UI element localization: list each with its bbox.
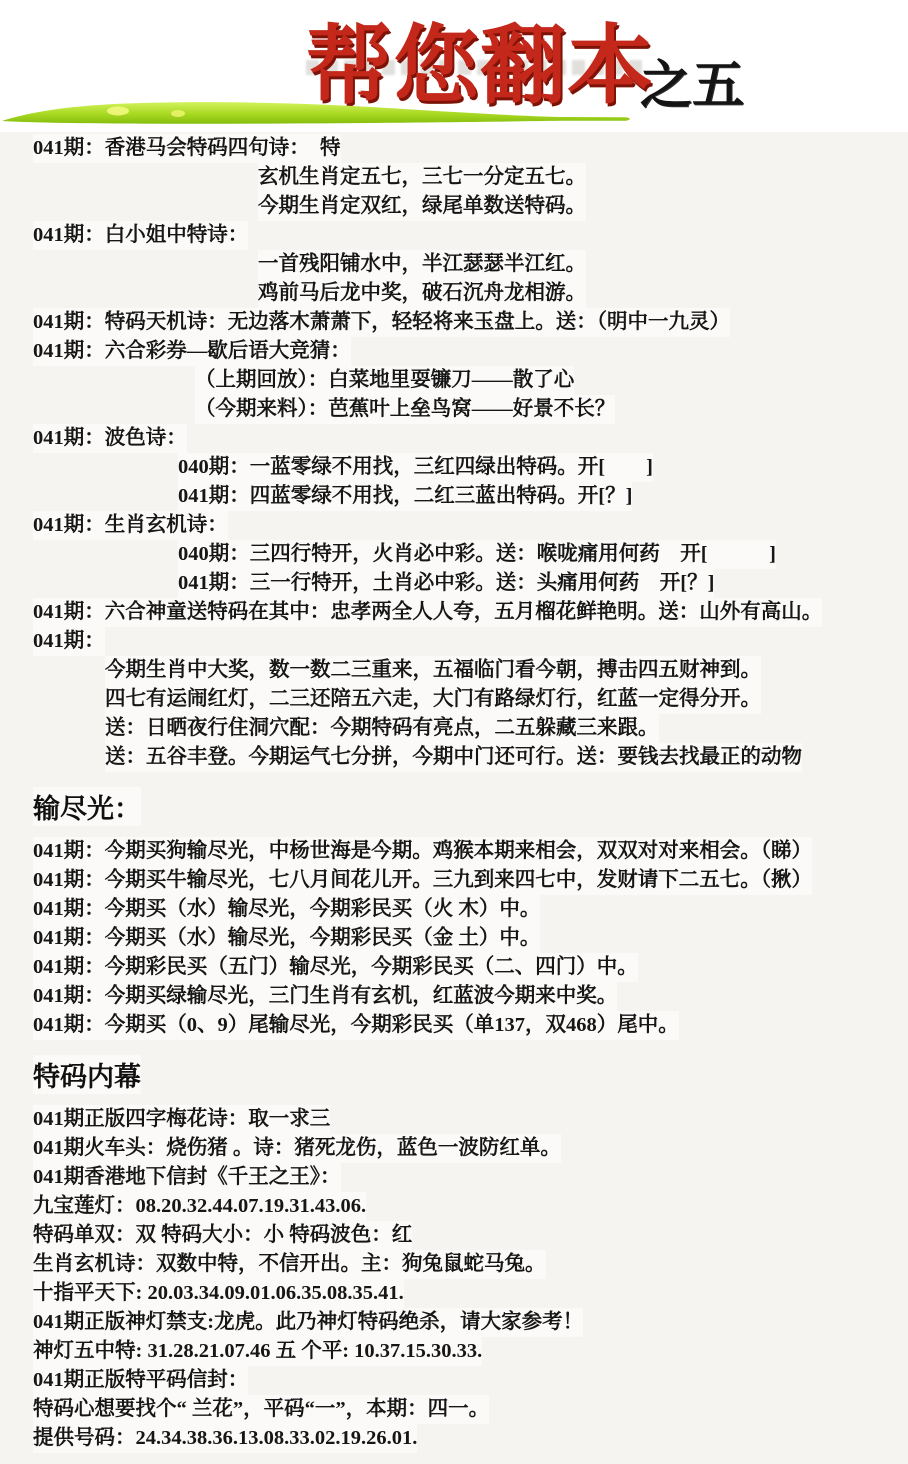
text-line: 041期：波色诗：: [33, 424, 187, 453]
text-line: 鸡前马后龙中奖，破石沉舟龙相游。: [258, 279, 586, 308]
page-header: [0, 0, 908, 132]
text-line: 今期生肖中大奖，数一数二三重来，五福临门看今朝，搏击四五财神到。: [105, 656, 761, 685]
text-line: 今期生肖定双红，绿尾单数送特码。: [258, 192, 586, 221]
text-line: 一首残阳铺水中，半江瑟瑟半江红。: [258, 250, 586, 279]
text-line: 041期：三一行特开，土肖必中彩。送：头痛用何药 开[？]: [178, 569, 714, 598]
text-line: 送：日晒夜行住洞穴配：今期特码有亮点，二五躲藏三来跟。: [105, 714, 659, 743]
text-line: 041期：今期买（0、9）尾输尽光，今期彩民买（单137，双468）尾中。: [33, 1011, 679, 1040]
text-line: 041期正版特平码信封：: [33, 1366, 248, 1395]
text-line: 提供号码：24.34.38.36.13.08.33.02.19.26.01.: [33, 1424, 417, 1453]
text-line: 041期：今期买狗输尽光，中杨世海是今期。鸡猴本期来相会，双双对对来相会。（睇）: [33, 837, 812, 866]
document-body: [33, 134, 883, 1453]
leaf-highlight-spot: [171, 110, 185, 117]
title-calligraphy: 帮您翻本: [306, 18, 654, 114]
text-line: 041期：今期买牛输尽光，七八月间花儿开。三九到来四七中，发财请下二五七。（揪）: [33, 866, 812, 895]
text-line: 041期：四蓝零绿不用找，二红三蓝出特码。开[？]: [178, 482, 632, 511]
text-line: 041期：今期买（水）输尽光，今期彩民买（金 土）中。: [33, 924, 540, 953]
text-line: 玄机生肖定五七，三七一分定五七。: [258, 163, 586, 192]
text-line: 送：五谷丰登。今期运气七分拼，今期中门还可行。送：要钱去找最正的动物: [105, 743, 802, 772]
text-line: 041期正版神灯禁支:龙虎。此乃神灯特码绝杀，请大家参考！: [33, 1308, 583, 1337]
text-line: 特码单双：双 特码大小：小 特码波色：红: [33, 1221, 412, 1250]
green-swoosh-banner: [0, 98, 645, 130]
text-line: 四七有运闹红灯，二三还陪五六走，大门有路绿灯行，红蓝一定得分开。: [105, 685, 761, 714]
leaf-highlight-spot: [107, 107, 129, 116]
text-line: 神灯五中特: 31.28.21.07.46 五 个平: 10.37.15.30.33.: [33, 1337, 482, 1366]
text-line: 041期：白小姐中特诗：: [33, 221, 248, 250]
title-suffix: 之五: [640, 58, 745, 115]
text-line: 040期：三四行特开，火肖必中彩。送：喉咙痛用何药 开[ ]: [178, 540, 776, 569]
text-line: 九宝莲灯：08.20.32.44.07.19.31.43.06.: [33, 1192, 366, 1221]
text-line: 041期：生肖玄机诗：: [33, 511, 228, 540]
text-line: 041期：今期买（水）输尽光，今期彩民买（火 木）中。: [33, 895, 540, 924]
text-line: 041期：特码天机诗：无边落木萧萧下，轻轻将来玉盘上。送：（明中一九灵）: [33, 308, 730, 337]
section-heading: 特码内幕: [33, 1055, 141, 1094]
text-line: （今期来料）：芭蕉叶上垒鸟窝——好景不长？: [195, 395, 615, 424]
text-line: 特码心想要找个“ 兰花”，平码“一”，本期：四一。: [33, 1395, 489, 1424]
text-line: 041期：今期买绿输尽光，三门生肖有玄机，红蓝波今期来中奖。: [33, 982, 617, 1011]
text-line: 041期：香港马会特码四句诗： 特: [33, 134, 341, 163]
text-line: 十指平天下: 20.03.34.09.01.06.35.08.35.41.: [33, 1279, 404, 1308]
text-line: 041期：六合神童送特码在其中：忠孝两全人人夸，五月榴花鲜艳明。送：山外有高山。: [33, 598, 822, 627]
text-line: 041期火车头：烧伤猪 。诗：猪死龙伤，蓝色一波防红单。: [33, 1134, 561, 1163]
text-line: 040期：一蓝零绿不用找，三红四绿出特码。开[ ]: [178, 453, 653, 482]
green-leaf-shape: [2, 102, 630, 124]
section-heading: 输尽光：: [33, 787, 141, 826]
text-line: 生肖玄机诗：双数中特，不信开出。主：狗兔鼠蛇马兔。: [33, 1250, 546, 1279]
text-line: 041期香港地下信封《千王之王》：: [33, 1163, 341, 1192]
text-line: 041期正版四字梅花诗：取一求三: [33, 1105, 330, 1134]
text-line: （上期回放）：白菜地里耍镰刀——散了心: [195, 366, 574, 395]
text-line: 041期：六合彩券—歇后语大竞猜：: [33, 337, 351, 366]
text-line: 041期：: [33, 627, 105, 656]
text-line: 041期：今期彩民买（五门）输尽光，今期彩民买（二、四门）中。: [33, 953, 638, 982]
